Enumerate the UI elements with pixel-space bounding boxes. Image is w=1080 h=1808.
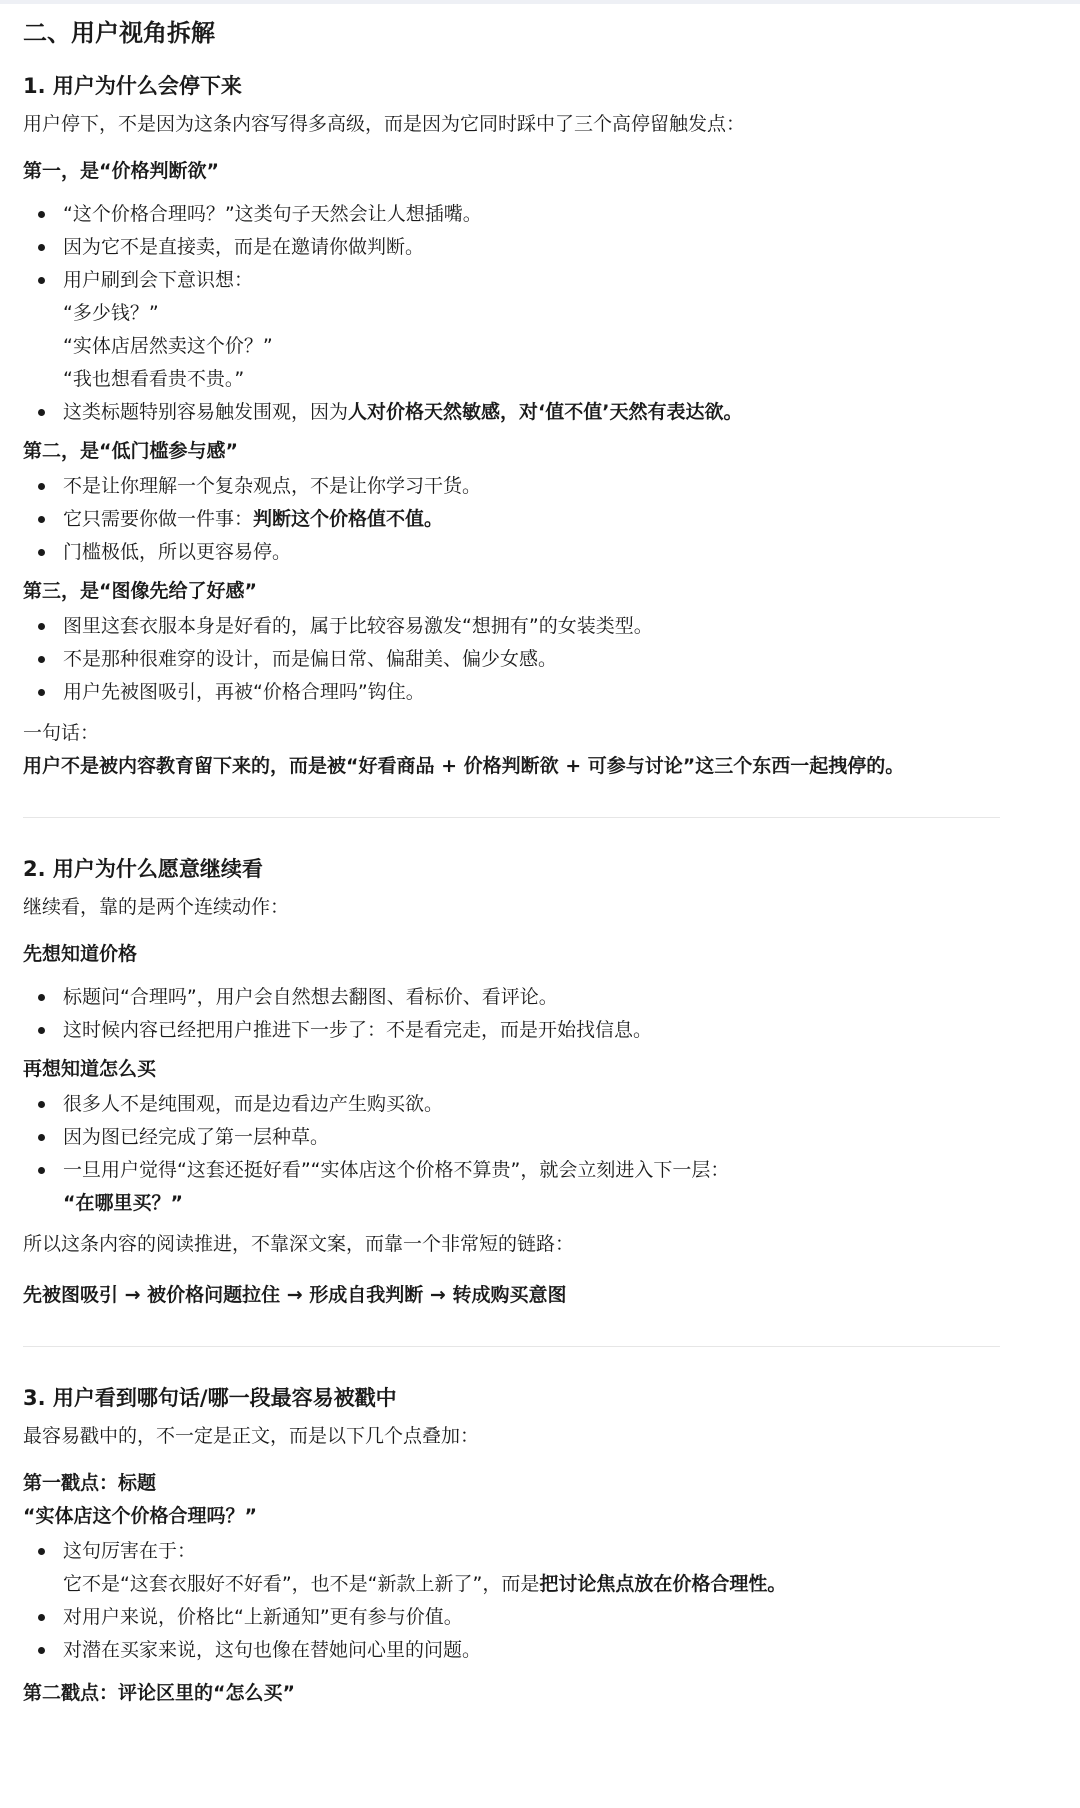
list-item: 对用户来说，价格比“上新通知”更有参与价值。 xyxy=(63,1601,1003,1634)
list-item xyxy=(63,396,1003,429)
s1-point1-list xyxy=(23,198,1003,429)
s2-a-title: 先想知道价格 xyxy=(23,943,138,965)
list-item-line: “我也想看看贵不贵。” xyxy=(63,368,245,390)
list-item-line: “实体店居然卖这个价？” xyxy=(63,335,273,357)
list-item: 因为它不是直接卖，而是在邀请你做判断。 xyxy=(63,231,1003,264)
s1-intro: 用户停下，不是因为这条内容写得多高级，而是因为它同时踩中了三个高停留触发点： xyxy=(23,113,746,135)
s3-point2-title: 第二戳点：评论区里的“怎么买” xyxy=(23,1682,295,1704)
list-item: 不是让你理解一个复杂观点，不是让你学习干货。 xyxy=(63,470,1003,503)
s1-point1-title: 第一，是“价格判断欲” xyxy=(23,160,219,182)
list-item: 标题问“合理吗”，用户会自然想去翻图、看标价、看评论。 xyxy=(63,981,1003,1014)
list-item-line: 这句厉害在于： xyxy=(63,1540,197,1562)
list-item: 图里这套衣服本身是好看的，属于比较容易激发“想拥有”的女装类型。 xyxy=(63,610,1003,643)
section-title: 二、用户视角拆解 xyxy=(23,19,215,47)
s2-b-list xyxy=(23,1088,1003,1220)
list-item-line: 用户刷到会下意识想： xyxy=(63,269,254,291)
s2-flow: 先被图吸引 → 被价格问题拉住 → 形成自我判断 → 转成购买意图 xyxy=(23,1284,567,1306)
s1-heading: 1. 用户为什么会停下来 xyxy=(23,74,242,98)
s2-outro: 所以这条内容的阅读推进，不靠深文案，而靠一个非常短的链路： xyxy=(23,1233,575,1255)
s1-point2-list xyxy=(23,470,1003,569)
text: 这类标题特别容易触发围观，因为 xyxy=(63,401,349,423)
s3-point1-title: 第一戳点：标题 xyxy=(23,1472,157,1494)
s2-intro: 继续看，靠的是两个连续动作： xyxy=(23,896,290,918)
s3-point1-quote: “实体店这个价格合理吗？” xyxy=(23,1505,257,1527)
divider xyxy=(23,817,1000,818)
s2-heading: 2. 用户为什么愿意继续看 xyxy=(23,857,263,881)
list-item: 因为图已经完成了第一层种草。 xyxy=(63,1121,1003,1154)
list-item-line-bold: “在哪里买？” xyxy=(63,1192,183,1214)
list-item-line: “多少钱？” xyxy=(63,302,159,324)
list-item: 不是那种很难穿的设计，而是偏日常、偏甜美、偏少女感。 xyxy=(63,643,1003,676)
list-item: 这时候内容已经把用户推进下一步了：不是看完走，而是开始找信息。 xyxy=(63,1014,1003,1047)
list-item-line xyxy=(63,1568,1003,1601)
s1-point2-title: 第二，是“低门槛参与感” xyxy=(23,440,238,462)
s3-point1-list xyxy=(23,1535,1003,1667)
s1-point3-list xyxy=(23,610,1003,709)
s3-heading: 3. 用户看到哪句话/哪一段最容易被戳中 xyxy=(23,1386,397,1410)
emphasis: 人对价格天然敏感，对‘值不值’天然有表达欲。 xyxy=(348,401,743,423)
s2-a-list xyxy=(23,981,1003,1047)
list-item xyxy=(63,1535,1003,1601)
list-item xyxy=(63,264,1003,396)
s2-b-title: 再想知道怎么买 xyxy=(23,1058,157,1080)
s1-point3-title: 第三，是“图像先给了好感” xyxy=(23,580,257,602)
text: 它只需要你做一件事： xyxy=(63,508,254,530)
divider xyxy=(23,1346,1000,1347)
list-item-line: 一旦用户觉得“这套还挺好看”“实体店这个价格不算贵”，就会立刻进入下一层： xyxy=(63,1159,730,1181)
text: 它不是“这套衣服好不好看”，也不是“新款上新了”，而是 xyxy=(63,1573,540,1595)
list-item: 门槛极低，所以更容易停。 xyxy=(63,536,1003,569)
top-border xyxy=(0,0,1080,4)
s1-summary: 用户不是被内容教育留下来的，而是被“好看商品 + 价格判断欲 + 可参与讨论”这三个东西一起拽停的。 xyxy=(23,755,905,777)
document-body xyxy=(23,14,1003,1720)
s1-summary-label: 一句话： xyxy=(23,722,100,744)
list-item xyxy=(63,1154,1003,1220)
list-item: 很多人不是纯围观，而是边看边产生购买欲。 xyxy=(63,1088,1003,1121)
list-item: 用户先被图吸引，再被“价格合理吗”钩住。 xyxy=(63,676,1003,709)
list-item: “这个价格合理吗？”这类句子天然会让人想插嘴。 xyxy=(63,198,1003,231)
list-item: 对潜在买家来说，这句也像在替她问心里的问题。 xyxy=(63,1634,1003,1667)
list-item xyxy=(63,503,1003,536)
emphasis: 判断这个价格值不值。 xyxy=(253,508,444,530)
emphasis: 把讨论焦点放在价格合理性。 xyxy=(539,1573,787,1595)
s3-intro: 最容易戳中的，不一定是正文，而是以下几个点叠加： xyxy=(23,1425,480,1447)
